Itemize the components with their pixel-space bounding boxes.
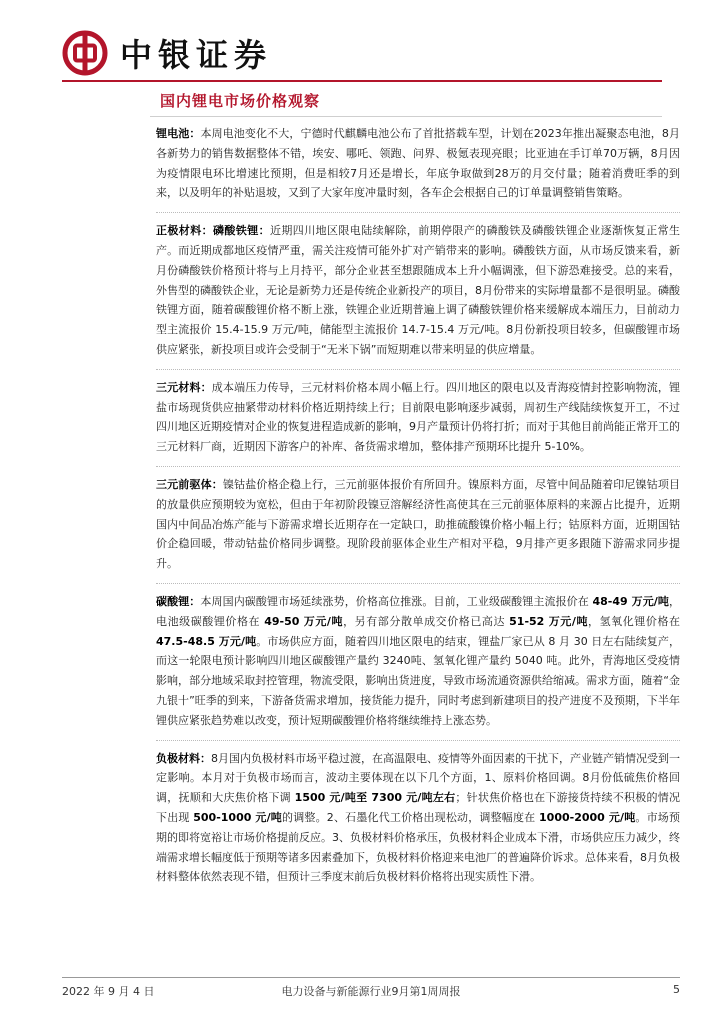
paragraph-text: 8月国内负极材料市场平稳过渡，在高温限电、疫情等外面因素的干扰下，产业链产销情况受到一定影响。本月对于负极市场而言，波动主要体现在以下几个方面，1、原料价格回调。8月份低硫焦价格回调，抚顺和大庆焦价格下调: [156, 751, 680, 805]
paragraph-text: 本周国内碳酸锂市场延续涨势，价格高位推涨。目前，工业级碳酸锂主流报价在: [200, 594, 593, 608]
paragraph-text: ，另有部分散单成交价格已高达: [343, 614, 510, 628]
bank-of-china-logo-icon: [62, 30, 108, 76]
paragraph-text: 的调整。2、石墨化代工价格出现松动，调整幅度在: [282, 810, 540, 824]
footer-divider: [62, 977, 680, 978]
paragraph-highlight: 500-1000 元/吨: [193, 810, 282, 824]
section-title: 国内锂电市场价格观察: [160, 92, 321, 110]
report-name: 电力设备与新能源行业9月第1周周报: [281, 985, 461, 998]
paragraph-lead: 碳酸锂：: [156, 594, 201, 608]
paragraph-divider: [156, 740, 680, 741]
paragraph-lead: 三元前驱体：: [156, 477, 223, 491]
paragraph: [156, 749, 680, 888]
paragraph-highlight: 47.5-48.5 万元/吨: [156, 634, 257, 648]
paragraph-text: ，氢氧化锂价格在: [588, 614, 681, 628]
paragraph-text: 成本端压力传导，三元材料价格本周小幅上行。四川地区的限电以及青海疫情封控影响物流，锂盐市场现货供应抽紧带动材料价格近期持续上行；目前限电影响逐步减弱，周初生产线陆续恢复开工，不过四川地区近期疫情对企业的恢复进程造成新的影响，9月产量预计仍将打折；而对于其他目前尚能正常开工的三元材料厂商，近期因下游客户的补库、备货需求增加，整体排产预期环比提升 5-10%。: [156, 380, 681, 454]
page-header: [62, 28, 272, 78]
paragraph-lead: 正极材料：磷酸铁锂：: [156, 224, 270, 238]
paragraph-text: 15.4-15.9: [215, 323, 269, 337]
page-number: 5: [673, 983, 680, 996]
paragraph-text: 。市场供应方面，随着四川地区限电的结束，锂盐厂家已从 8 月 30 日左右陆续复产，而这一轮限电预计影响四川地区碳酸锂产量约 3240吨、氢氧化锂产量约 5040 吨。此外，青海地区受疫情影响，部分地域采取封控管理，物流受限，影响出货进度，导致市场流通资源供给缩减。需求方面，随着“金九银十”旺季的到来，下游备货需求增加，接货能力提升，同时考虑到新建项目的投产进度不及预期，下半年锂供应紧张趋势难以改变，预计短期碳酸锂价格将继续维持上涨态势。: [156, 634, 680, 727]
header-divider: [62, 80, 662, 82]
paragraph-divider: [156, 583, 680, 584]
paragraph-highlight: 1500 元/吨至 7300 元/吨左右: [294, 791, 456, 805]
paragraph: [156, 592, 680, 731]
report-body: [156, 124, 680, 896]
paragraph-text: 本周电池变化不大，宁德时代麒麟电池公布了首批搭载车型，计划在2023年推出凝聚态电池，8月各新势力的销售数据整体不错，埃安、哪吒、领跑、问界、极氪表现亮眼；比亚迪在手订单70万辆，8月因为疫情限电环比增速比预期，但是相较7月还是增长，年底争取做到28万的月交付量；随着消费旺季的到来，以及明年的补贴退坡，又到了大家年度冲量时刻，各车企会根据自己的订单量调整销售策略。: [156, 127, 680, 200]
paragraph-lead: 三元材料：: [156, 380, 212, 394]
paragraph: [156, 124, 680, 203]
paragraph-lead: 锂电池：: [156, 127, 201, 140]
section-title-divider: [150, 116, 662, 117]
paragraph-divider: [156, 212, 680, 213]
paragraph-divider: [156, 466, 680, 467]
paragraph-text: 万元/吨。8月份新投项目较多，但碳酸锂市场供应紧张，新投项目或许会受制于“无米下锅”而短期难以带来明显的供应增量。: [156, 323, 681, 356]
paragraph-text: 。市场预期的即将宽裕让市场价格提前反应。3、负极材料价格承压，负极材料企业成本下滑，市场供应压力减少，终端需求增长幅度低于预期等诸多因素叠加下，负极材料价格迎来电池厂的普遍降价诉求。总体来看，8月负极材料整体依然表现不错，但预计三季度末前后负极材料价格将出现实质性下滑。: [156, 810, 680, 884]
paragraph: [156, 221, 680, 360]
paragraph-highlight: 48-49 万元/吨: [592, 594, 670, 608]
paragraph-divider: [156, 369, 680, 370]
paragraph-text: ，电池级碳酸锂价格在: [156, 594, 681, 628]
paragraph-text: 镍钴盐价格企稳上行，三元前驱体报价有所回升。镍原料方面，尽管中间品随着印尼镍钴项目的放量供应预期较为宽松，但由于年初阶段镍豆溶解经济性高使其在三元前驱体原料的来源占比提升，近期国内中间品冶炼产能与下游需求增长近期存在一定缺口，助推硫酸镍价格小幅上行；钴原料方面，近期国钴价企稳回暖，带动钴盐价格同步调整。现阶段前驱体企业生产相对平稳，9月排产更多跟随下游需求同步提升。: [156, 477, 681, 571]
paragraph-highlight: 49-50 万元/吨: [264, 614, 344, 628]
paragraph: [156, 378, 680, 457]
report-date: 2022 年 9 月 4 日: [62, 985, 155, 998]
paragraph-highlight: 51-52 万元/吨: [509, 614, 589, 628]
paragraph: [156, 475, 680, 574]
paragraph-highlight: 1000-2000 元/吨: [539, 810, 636, 824]
paragraph-text: 14.7-15.4: [401, 323, 455, 337]
brand-name: 中银证券: [120, 36, 273, 74]
paragraph-text: 万元/吨，储能型主流报价: [268, 323, 402, 337]
paragraph-text: ；针状焦价格也在下游接货持续不积极的情况下出现: [156, 791, 680, 824]
paragraph-text: 近期四川地区限电陆续解除，前期停限产的磷酸铁及磷酸铁锂企业逐渐恢复正常生产。而近期成都地区疫情严重，需关注疫情可能外扩对产销带来的影响。磷酸铁方面，从市场反馈来看，新月份磷酸铁价格预计将与上月持平，部分企业甚至想跟随成本上升小幅调涨，但下游恐难接受。总的来看，外售型的磷酸铁企业，无论是新势力还是传统企业新投产的项目，8月份带来的实际增量都不是很明显。磷酸铁锂方面，随着碳酸锂价格不断上涨，铁锂企业近期普遍上调了磷酸铁锂价格来缓解成本端压力，目前动力型主流报价: [156, 224, 680, 337]
paragraph-lead: 负极材料：: [156, 751, 211, 765]
